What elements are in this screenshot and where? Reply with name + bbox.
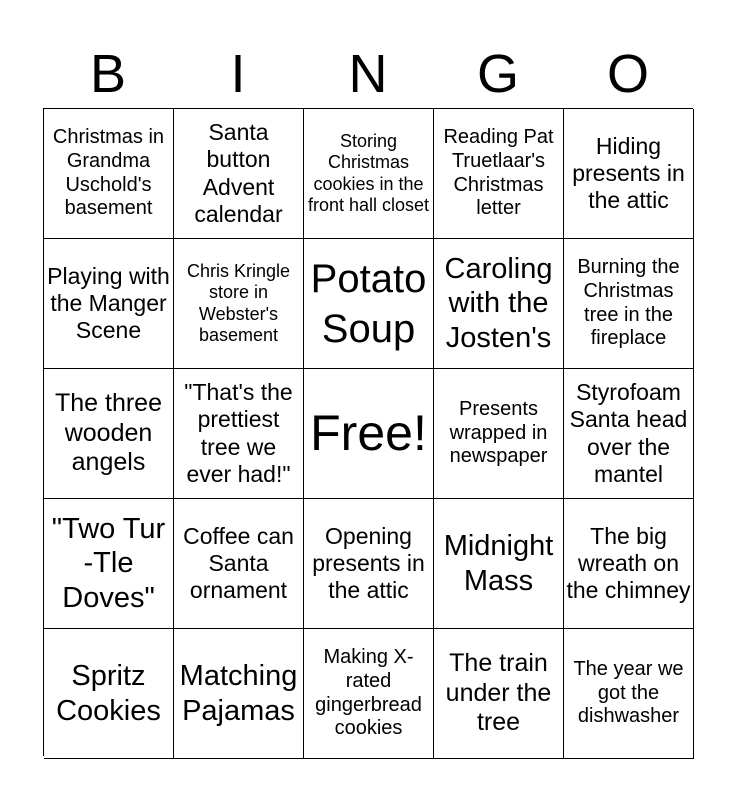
bingo-cell-g3[interactable] xyxy=(434,369,564,499)
cell-text: Playing with the Manger Scene xyxy=(47,262,170,344)
cell-text: Midnight Mass xyxy=(443,530,554,597)
bingo-header xyxy=(43,40,693,108)
bingo-cell-b1[interactable] xyxy=(44,109,174,239)
cell-text: Coffee can Santa ornament xyxy=(183,522,294,604)
header-letter-g: G xyxy=(476,44,519,104)
bingo-cell-g4[interactable] xyxy=(434,499,564,629)
cell-text: The train under the tree xyxy=(445,649,552,737)
bingo-cell-i5[interactable] xyxy=(174,629,304,759)
cell-text: Making X-rated gingerbread cookies xyxy=(315,646,422,740)
cell-text: Christmas in Grandma Uschold's basement xyxy=(52,126,165,220)
cell-text: The three wooden angels xyxy=(54,389,162,477)
cell-text: Caroling with the Josten's xyxy=(444,253,553,354)
bingo-cell-o3[interactable] xyxy=(564,369,694,499)
cell-text: Presents wrapped in newspaper xyxy=(449,398,548,468)
cell-text: Burning the Christmas tree in the fireplace xyxy=(577,256,680,350)
bingo-cell-i4[interactable] xyxy=(174,499,304,629)
bingo-cell-o5[interactable] xyxy=(564,629,694,759)
header-letter-o: O xyxy=(606,44,649,104)
bingo-cell-b2[interactable] xyxy=(44,239,174,369)
cell-text: Matching Pajamas xyxy=(179,660,298,727)
cell-text: Hiding presents in the attic xyxy=(572,132,685,214)
bingo-cell-n4[interactable] xyxy=(304,499,434,629)
free-space-text: Free! xyxy=(310,405,427,461)
cell-text: Storing Christmas cookies in the front hall closet xyxy=(307,131,430,215)
bingo-cell-b5[interactable] xyxy=(44,629,174,759)
bingo-cell-o4[interactable] xyxy=(564,499,694,629)
cell-text: Chris Kringle store in Webster's basement xyxy=(186,261,291,345)
cell-text: The big wreath on the chimney xyxy=(566,522,691,604)
bingo-cell-n2[interactable] xyxy=(304,239,434,369)
cell-text: Reading Pat Truetlaar's Christmas letter xyxy=(443,126,554,220)
bingo-cell-g5[interactable] xyxy=(434,629,564,759)
bingo-cell-n3-free[interactable] xyxy=(304,369,434,499)
header-letter-n: N xyxy=(348,44,388,104)
cell-text: Styrofoam Santa head over the mantel xyxy=(569,379,688,487)
bingo-cell-i3[interactable] xyxy=(174,369,304,499)
cell-text: Opening presents in the attic xyxy=(312,522,425,604)
cell-text: "That's the prettiest tree we ever had!" xyxy=(184,379,293,487)
bingo-cell-n5[interactable] xyxy=(304,629,434,759)
cell-text: Santa button Advent calendar xyxy=(194,119,283,227)
bingo-cell-o1[interactable] xyxy=(564,109,694,239)
bingo-cell-i1[interactable] xyxy=(174,109,304,239)
cell-text: "Two Tur -Tle Doves" xyxy=(51,513,166,614)
bingo-cell-b4[interactable] xyxy=(44,499,174,629)
bingo-cell-i2[interactable] xyxy=(174,239,304,369)
bingo-cell-o2[interactable] xyxy=(564,239,694,369)
cell-text: Spritz Cookies xyxy=(56,660,161,727)
bingo-cell-g2[interactable] xyxy=(434,239,564,369)
bingo-board xyxy=(43,108,693,756)
bingo-cell-n1[interactable] xyxy=(304,109,434,239)
bingo-cell-b3[interactable] xyxy=(44,369,174,499)
header-letter-i: I xyxy=(230,44,246,104)
cell-text: Potato Soup xyxy=(310,256,427,351)
header-letter-b: B xyxy=(89,44,127,104)
bingo-cell-g1[interactable] xyxy=(434,109,564,239)
cell-text: The year we got the dishwasher xyxy=(573,658,684,728)
